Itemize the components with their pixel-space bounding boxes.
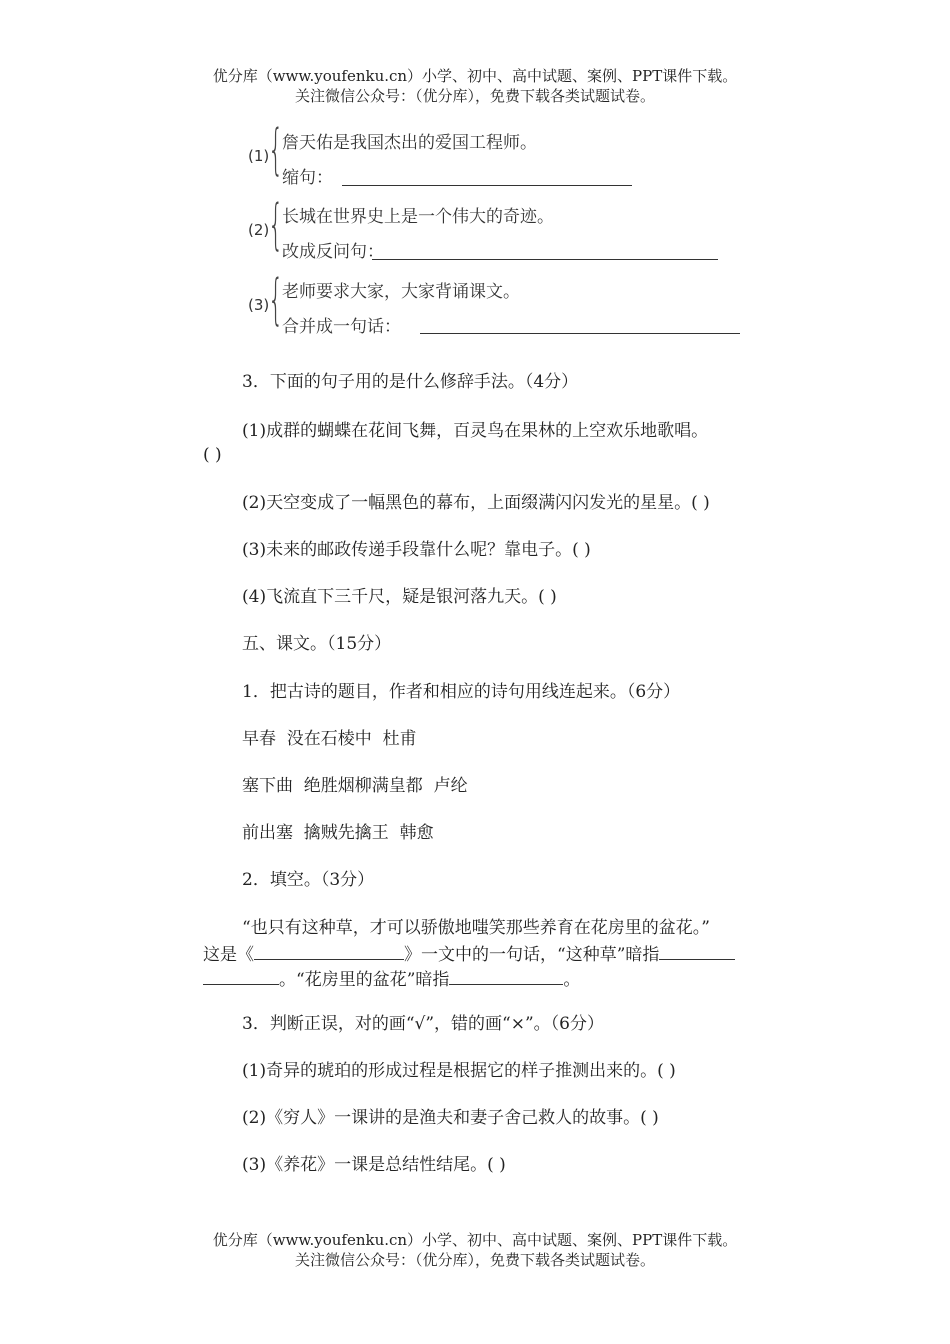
rhetoric-item-2: (2)天空变成了一幅黑色的幕布，上面缀满闪闪发光的星星。( ) xyxy=(242,493,710,513)
item-task: 缩句： xyxy=(282,168,333,188)
brace-icon: { xyxy=(268,193,284,256)
rhetoric-item-3: (3)未来的邮政传递手段靠什么呢？靠电子。( ) xyxy=(242,540,591,560)
judge-item: (1)奇异的琥珀的形成过程是根据它的样子推测出来的。( ) xyxy=(242,1061,676,1081)
fill-line-3 xyxy=(203,966,580,992)
fill-text: 这是《 xyxy=(203,945,254,965)
footer-line-2: 关注微信公众号：（优分库），免费下载各类试题试卷。 xyxy=(294,1251,655,1269)
header-line-1: 优分库（www.youfenku.cn）小学、初中、高中试题、案例、PPT课件下载。 xyxy=(212,67,738,85)
fill-quote: “也只有这种草，才可以骄傲地嗤笑那些养育在花房里的盆花。” xyxy=(242,918,710,938)
poem-question-title: 1．把古诗的题目，作者和相应的诗句用线连起来。（6分） xyxy=(242,682,681,702)
fill-blank-grass-cont[interactable] xyxy=(203,966,279,985)
poem-row: 早春 没在石棱中 杜甫 xyxy=(242,729,417,749)
rhetoric-item-4: (4)飞流直下三千尺，疑是银河落九天。( ) xyxy=(242,587,557,607)
fill-blank-grass[interactable] xyxy=(659,941,735,960)
item-sentence: 詹天佑是我国杰出的爱国工程师。 xyxy=(282,133,537,153)
header-line-2: 关注微信公众号：（优分库），免费下载各类试题试卷。 xyxy=(294,87,655,105)
judge-question-title: 3．判断正误，对的画“√”，错的画“×”。（6分） xyxy=(242,1014,604,1034)
fill-blank-title[interactable] xyxy=(254,941,404,960)
rhetoric-item-1: (1)成群的蝴蝶在花间飞舞，百灵鸟在果林的上空欢乐地歌唱。 xyxy=(242,421,709,441)
judge-item: (2)《穷人》一课讲的是渔夫和妻子舍己救人的故事。( ) xyxy=(242,1108,659,1128)
fill-blank-flower[interactable] xyxy=(449,966,563,985)
item-number: (2) xyxy=(248,221,270,239)
item-number: (1) xyxy=(248,147,270,165)
fill-text: 。 xyxy=(563,970,581,990)
section-5-title: 五、课文。（15分） xyxy=(242,634,392,654)
brace-icon: { xyxy=(268,268,284,331)
item-task: 改成反问句： xyxy=(282,242,384,262)
brace-icon: { xyxy=(268,118,284,181)
footer-line-1: 优分库（www.youfenku.cn）小学、初中、高中试题、案例、PPT课件下载。 xyxy=(212,1231,738,1249)
rhetoric-item-1-blank[interactable]: ( ) xyxy=(203,445,222,465)
item-sentence: 长城在世界史上是一个伟大的奇迹。 xyxy=(282,207,554,227)
question-3-title: 3．下面的句子用的是什么修辞手法。（4分） xyxy=(242,372,579,392)
fill-text: 。“花房里的盆花”暗指 xyxy=(279,970,450,990)
item-task: 合并成一句话： xyxy=(282,317,401,337)
item-number: (3) xyxy=(248,296,270,314)
answer-line[interactable] xyxy=(372,259,718,260)
item-sentence: 老师要求大家，大家背诵课文。 xyxy=(282,282,520,302)
answer-line[interactable] xyxy=(420,333,740,334)
judge-item: (3)《养花》一课是总结性结尾。( ) xyxy=(242,1155,506,1175)
fill-question-title: 2．填空。（3分） xyxy=(242,870,375,890)
poem-row: 前出塞 擒贼先擒王 韩愈 xyxy=(242,823,434,843)
fill-line-2 xyxy=(203,941,735,967)
poem-row: 塞下曲 绝胜烟柳满皇都 卢纶 xyxy=(242,776,468,796)
fill-text: 》一文中的一句话，“这种草”暗指 xyxy=(404,945,660,965)
answer-line[interactable] xyxy=(342,185,632,186)
